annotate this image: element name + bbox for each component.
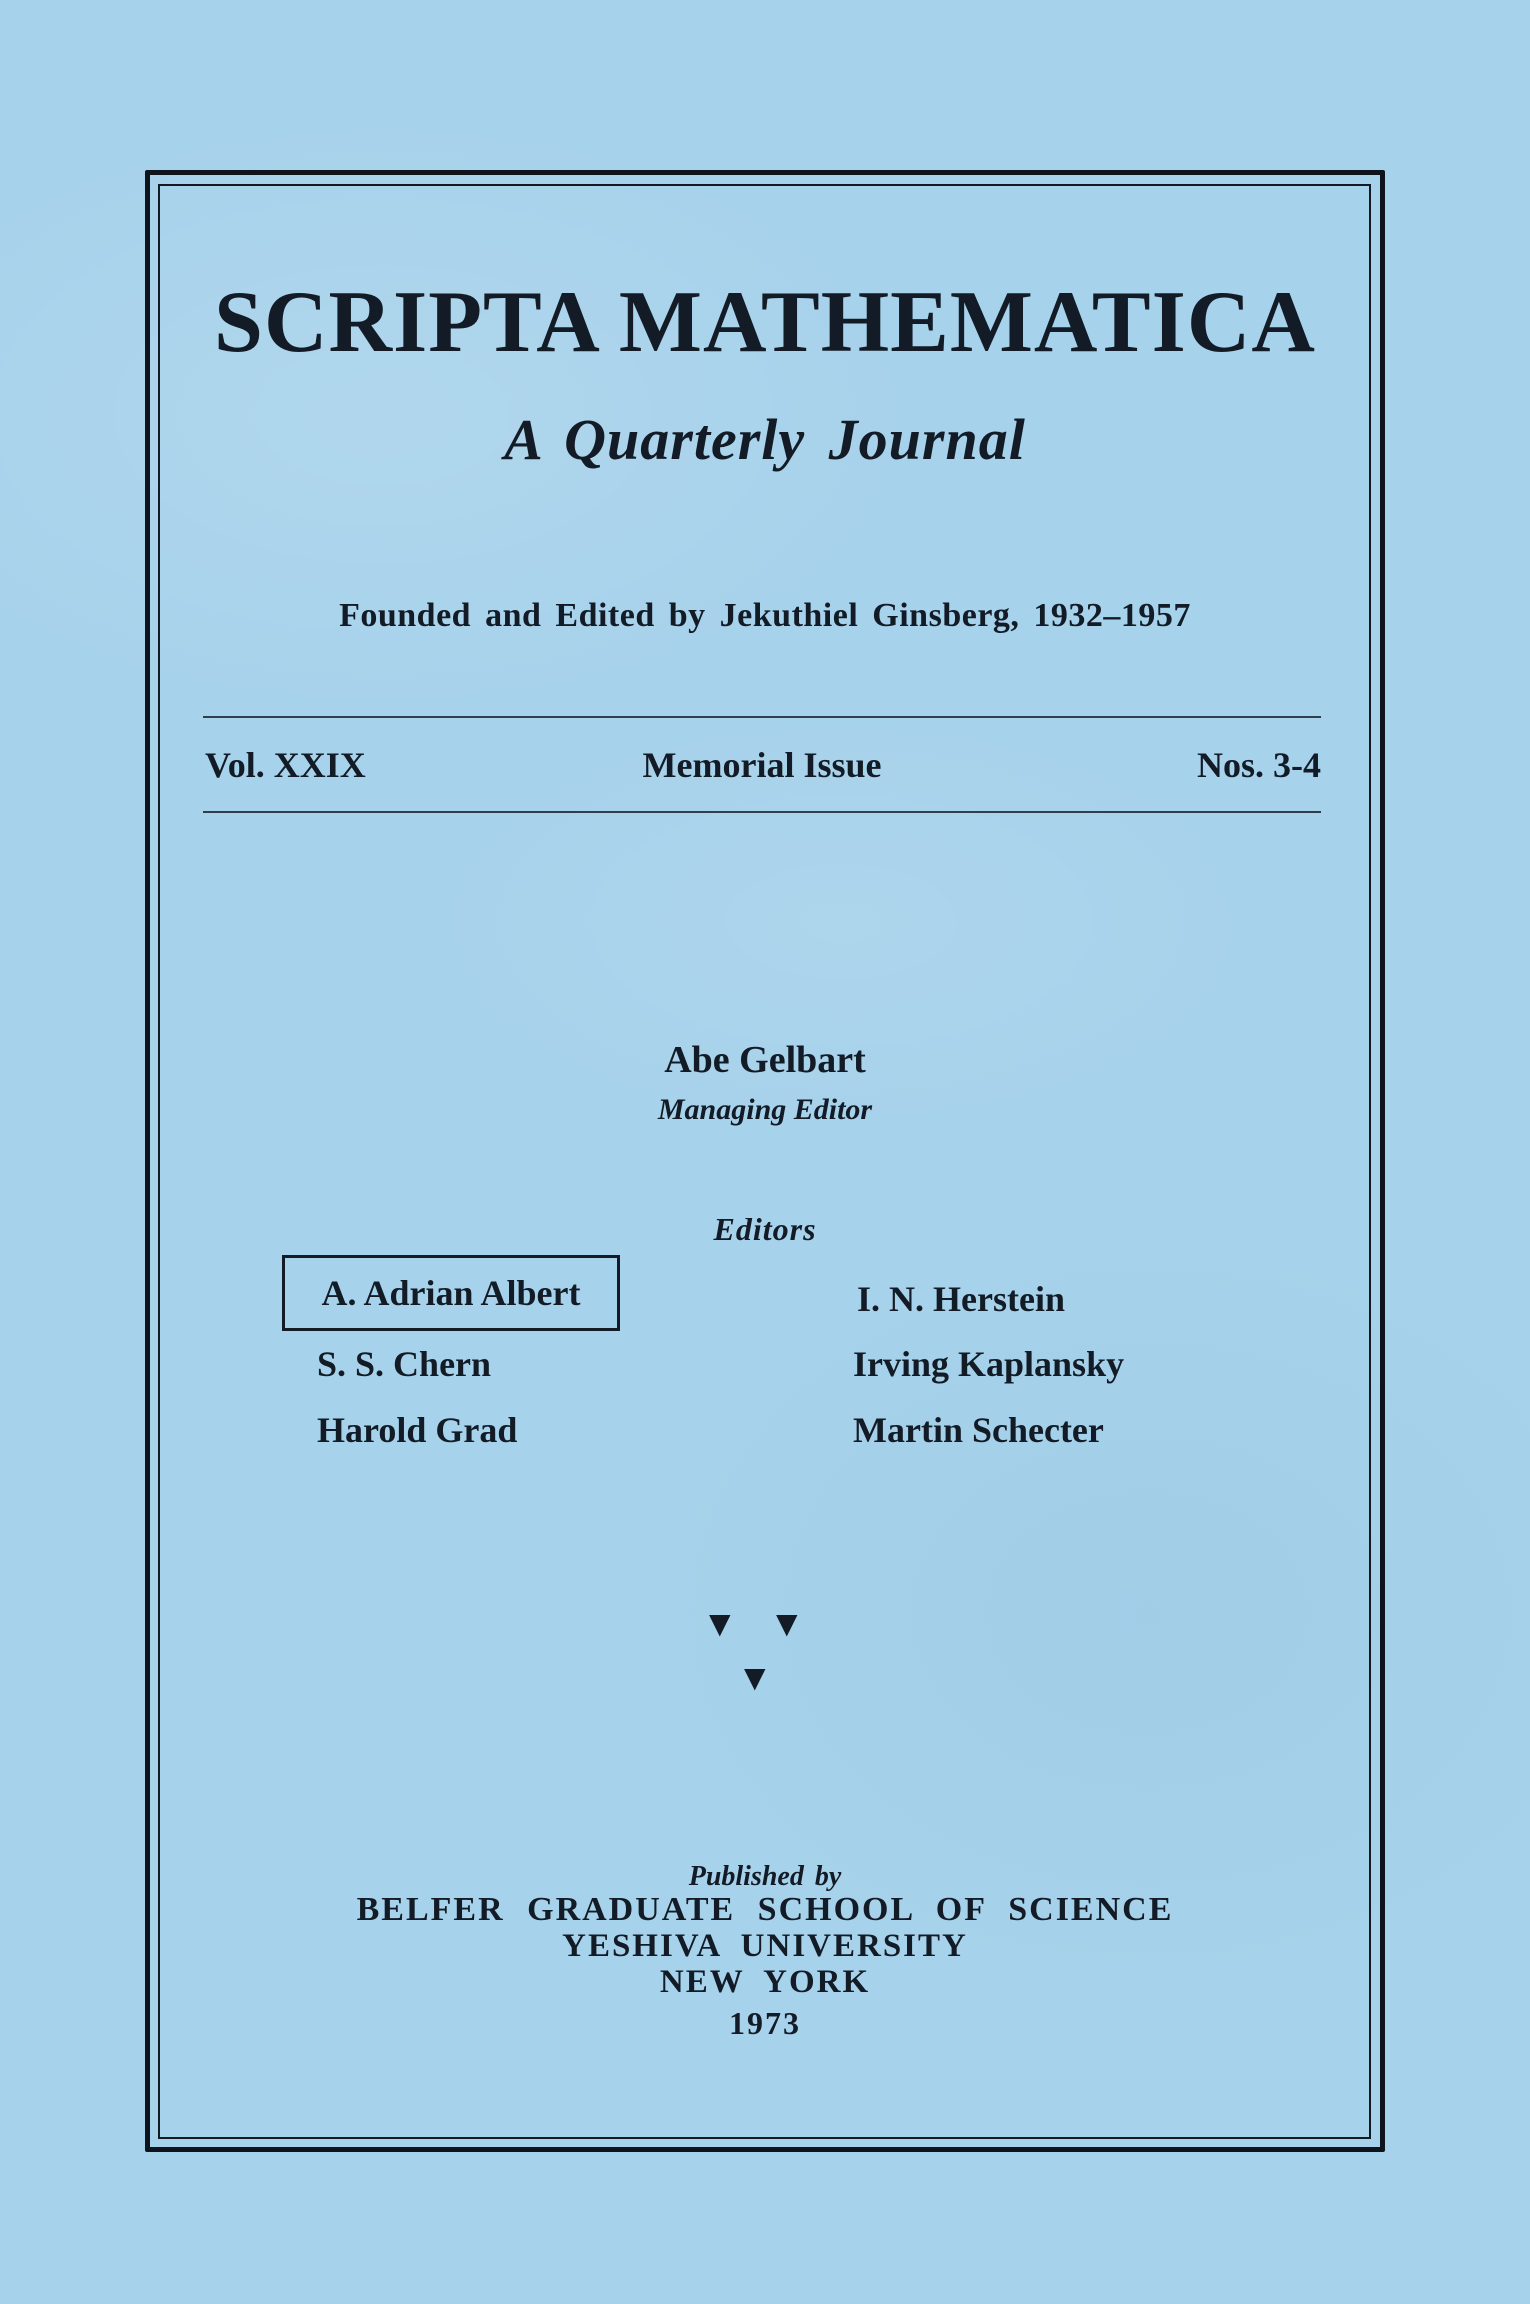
- institution-name: YESHIVA UNIVERSITY: [562, 1928, 968, 1964]
- editor-name-herstein: I. N. Herstein: [857, 1279, 1065, 1319]
- editor-name-albert: A. Adrian Albert: [321, 1273, 581, 1313]
- editor-name-chern: S. S. Chern: [317, 1344, 492, 1384]
- city-name: NEW YORK: [659, 1964, 871, 2000]
- journal-title: SCRIPTA MATHEMATICA: [214, 274, 1316, 371]
- published-by-label: Published by: [688, 1861, 842, 1892]
- editor-name-grad: Harold Grad: [317, 1410, 518, 1450]
- managing-editor-name: Abe Gelbart: [664, 1039, 866, 1081]
- founded-line: Founded and Edited by Jekuthiel Ginsberg, 1932–1957: [339, 597, 1191, 634]
- masthead-top-rule: [203, 716, 1321, 718]
- managing-editor-role: Managing Editor: [657, 1093, 873, 1126]
- boxed-editor-frame: [282, 1255, 620, 1331]
- triangle-ornament-icon: ▼: [776, 1607, 798, 1640]
- issue-title: Memorial Issue: [642, 745, 882, 785]
- publication-year: 1973: [729, 2005, 801, 2041]
- issue-numbers: Nos. 3-4: [1197, 745, 1321, 785]
- masthead-bottom-rule: [203, 811, 1321, 813]
- editor-name-kaplansky: Irving Kaplansky: [853, 1344, 1125, 1384]
- editors-heading: Editors: [713, 1211, 817, 1247]
- cover-frame-inner-border: [158, 184, 1371, 2139]
- journal-subtitle: A Quarterly Journal: [504, 407, 1026, 472]
- triangle-ornament-icon: ▼: [744, 1661, 766, 1694]
- volume-label: Vol. XXIX: [205, 745, 366, 785]
- publisher-name: BELFER GRADUATE SCHOOL OF SCIENCE: [356, 1891, 1174, 1928]
- editor-name-schecter: Martin Schecter: [853, 1410, 1104, 1450]
- masthead-row: [203, 747, 1321, 787]
- triangle-ornament-icon: ▼: [709, 1607, 731, 1640]
